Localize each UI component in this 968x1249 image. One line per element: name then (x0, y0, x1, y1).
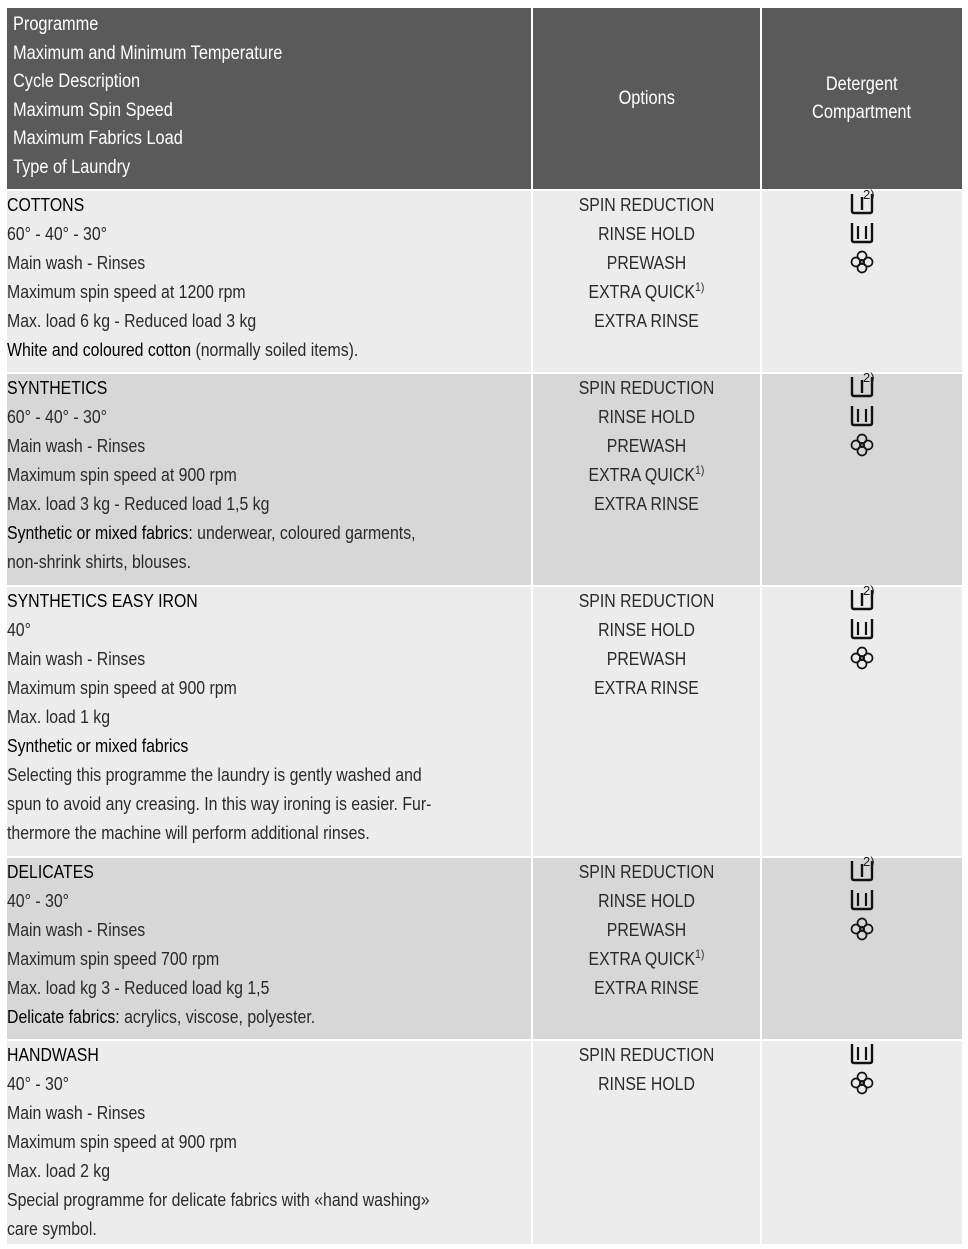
footnote-mark: 2) (863, 370, 875, 385)
options-cell (532, 586, 761, 857)
fabric-softener-flower-icon (849, 645, 875, 671)
programme-temperature: 40° - 30° (7, 891, 69, 911)
footnote-mark: 2) (863, 187, 875, 202)
programme-load: Max. load 3 kg - Reduced load 1,5 kg (7, 494, 270, 514)
programme-description: spun to avoid any creasing. In this way ironing is easier. Fur- (7, 794, 432, 814)
programme-temperature: 60° - 40° - 30° (7, 224, 108, 244)
programme-name: SYNTHETICS EASY IRON (7, 591, 198, 611)
programme-name: DELICATES (7, 862, 94, 882)
option-item: SPIN REDUCTION (578, 591, 715, 611)
programme-cell (7, 373, 532, 586)
detergent-cell (761, 187, 962, 373)
programme-laundry: Synthetic or mixed fabrics: underwear, coloured garments, (7, 523, 416, 543)
fabric-softener-flower-icon (849, 916, 875, 942)
fabric-softener-flower-icon (849, 249, 875, 275)
programme-cycle: Main wash - Rinses (7, 649, 146, 669)
programme-cell (7, 857, 532, 1040)
programme-temperature: 60° - 40° - 30° (7, 407, 108, 427)
option-item: SPIN REDUCTION (578, 1045, 715, 1065)
programme-temperature: 40° (7, 620, 31, 640)
table-row (7, 857, 962, 1040)
footnote-mark: 2) (863, 583, 875, 598)
header-detergent-line1: Detergent (826, 73, 898, 95)
options-cell (532, 1040, 761, 1244)
table-row (7, 1040, 962, 1244)
header-line: Maximum Spin Speed (13, 99, 173, 121)
programme-load: Max. load 2 kg (7, 1161, 111, 1181)
options-cell (532, 190, 761, 373)
detergent-cell (761, 854, 962, 1040)
programme-cell (7, 586, 532, 857)
detergent-cell (761, 1040, 962, 1244)
detergent-cell (761, 370, 962, 586)
option-item: PREWASH (606, 649, 687, 669)
programme-spin: Maximum spin speed at 1200 rpm (7, 282, 246, 302)
programme-spin: Maximum spin speed at 900 rpm (7, 465, 237, 485)
programme-table (7, 8, 962, 1244)
header-detergent (761, 8, 962, 190)
fabric-softener-flower-icon (849, 432, 875, 458)
option-item: EXTRA RINSE (594, 678, 699, 698)
header-detergent-line2: Compartment (812, 101, 912, 123)
option-item: RINSE HOLD (598, 1074, 695, 1094)
programme-description: Selecting this programme the laundry is gently washed and (7, 765, 422, 785)
option-item: PREWASH (606, 436, 687, 456)
option-item: RINSE HOLD (598, 891, 695, 911)
option-item: EXTRA RINSE (594, 978, 699, 998)
header-line: Type of Laundry (13, 156, 131, 178)
footnote-mark: 2) (863, 854, 875, 869)
option-item: PREWASH (606, 253, 687, 273)
programme-cycle: Main wash - Rinses (7, 253, 146, 273)
header-line: Cycle Description (13, 71, 141, 93)
programme-temperature: 40° - 30° (7, 1074, 69, 1094)
main-wash-compartment-icon (849, 616, 875, 640)
main-wash-compartment-icon (849, 1041, 875, 1065)
programme-name: SYNTHETICS (7, 378, 108, 398)
option-item: PREWASH (606, 920, 687, 940)
header-options: Options (532, 8, 761, 190)
option-item: RINSE HOLD (598, 620, 695, 640)
main-wash-compartment-icon (849, 887, 875, 911)
option-item: RINSE HOLD (598, 407, 695, 427)
main-wash-compartment-icon (849, 403, 875, 427)
fabric-softener-flower-icon (849, 1070, 875, 1096)
programme-load: Max. load 6 kg - Reduced load 3 kg (7, 311, 257, 331)
option-item: EXTRA RINSE (594, 494, 699, 514)
option-item: EXTRA QUICK$^{1)}$ (588, 947, 705, 969)
programme-laundry: Synthetic or mixed fabrics (7, 736, 189, 756)
programme-laundry-cont: non-shrink shirts, blouses. (7, 552, 192, 572)
options-cell (532, 373, 761, 586)
detergent-cell (761, 583, 962, 857)
options-cell (532, 857, 761, 1040)
programme-load: Max. load kg 3 - Reduced load kg 1,5 (7, 978, 270, 998)
programme-cell (7, 1040, 532, 1244)
footnote-mark: 1) (695, 947, 705, 961)
programme-load: Max. load 1 kg (7, 707, 111, 727)
programme-cycle: Main wash - Rinses (7, 436, 146, 456)
programme-laundry: White and coloured cotton (normally soiled items). (7, 340, 359, 360)
main-wash-compartment-icon (849, 220, 875, 244)
footnote-mark: 1) (695, 280, 705, 294)
option-item: EXTRA QUICK$^{1)}$ (588, 463, 705, 485)
option-item: SPIN REDUCTION (578, 378, 715, 398)
programme-spin: Maximum spin speed at 900 rpm (7, 1132, 237, 1152)
programme-description: care symbol. (7, 1219, 97, 1239)
programme-cycle: Main wash - Rinses (7, 1103, 146, 1123)
programme-name: COTTONS (7, 195, 85, 215)
programme-description: thermore the machine will perform additional rinses. (7, 823, 370, 843)
header-line: Maximum and Minimum Temperature (13, 42, 283, 64)
header-line: Programme (13, 14, 99, 35)
option-item: SPIN REDUCTION (578, 195, 715, 215)
header-line: Maximum Fabrics Load (13, 128, 183, 150)
programme-cell (7, 190, 532, 373)
programme-spin: Maximum spin speed at 900 rpm (7, 678, 237, 698)
option-item: EXTRA QUICK$^{1)}$ (588, 280, 705, 302)
table-row (7, 190, 962, 373)
programme-spin: Maximum spin speed 700 rpm (7, 949, 220, 969)
option-item: SPIN REDUCTION (578, 862, 715, 882)
option-item: EXTRA RINSE (594, 311, 699, 331)
header-programme (7, 8, 532, 190)
programme-description: Special programme for delicate fabrics with «hand washing» (7, 1190, 430, 1210)
programme-cycle: Main wash - Rinses (7, 920, 146, 940)
programme-name: HANDWASH (7, 1045, 99, 1065)
programme-laundry: Delicate fabrics: acrylics, viscose, polyester. (7, 1007, 316, 1027)
table-row (7, 586, 962, 857)
footnote-mark: 1) (695, 463, 705, 477)
table-header (7, 8, 962, 190)
table-row (7, 373, 962, 586)
option-item: RINSE HOLD (598, 224, 695, 244)
